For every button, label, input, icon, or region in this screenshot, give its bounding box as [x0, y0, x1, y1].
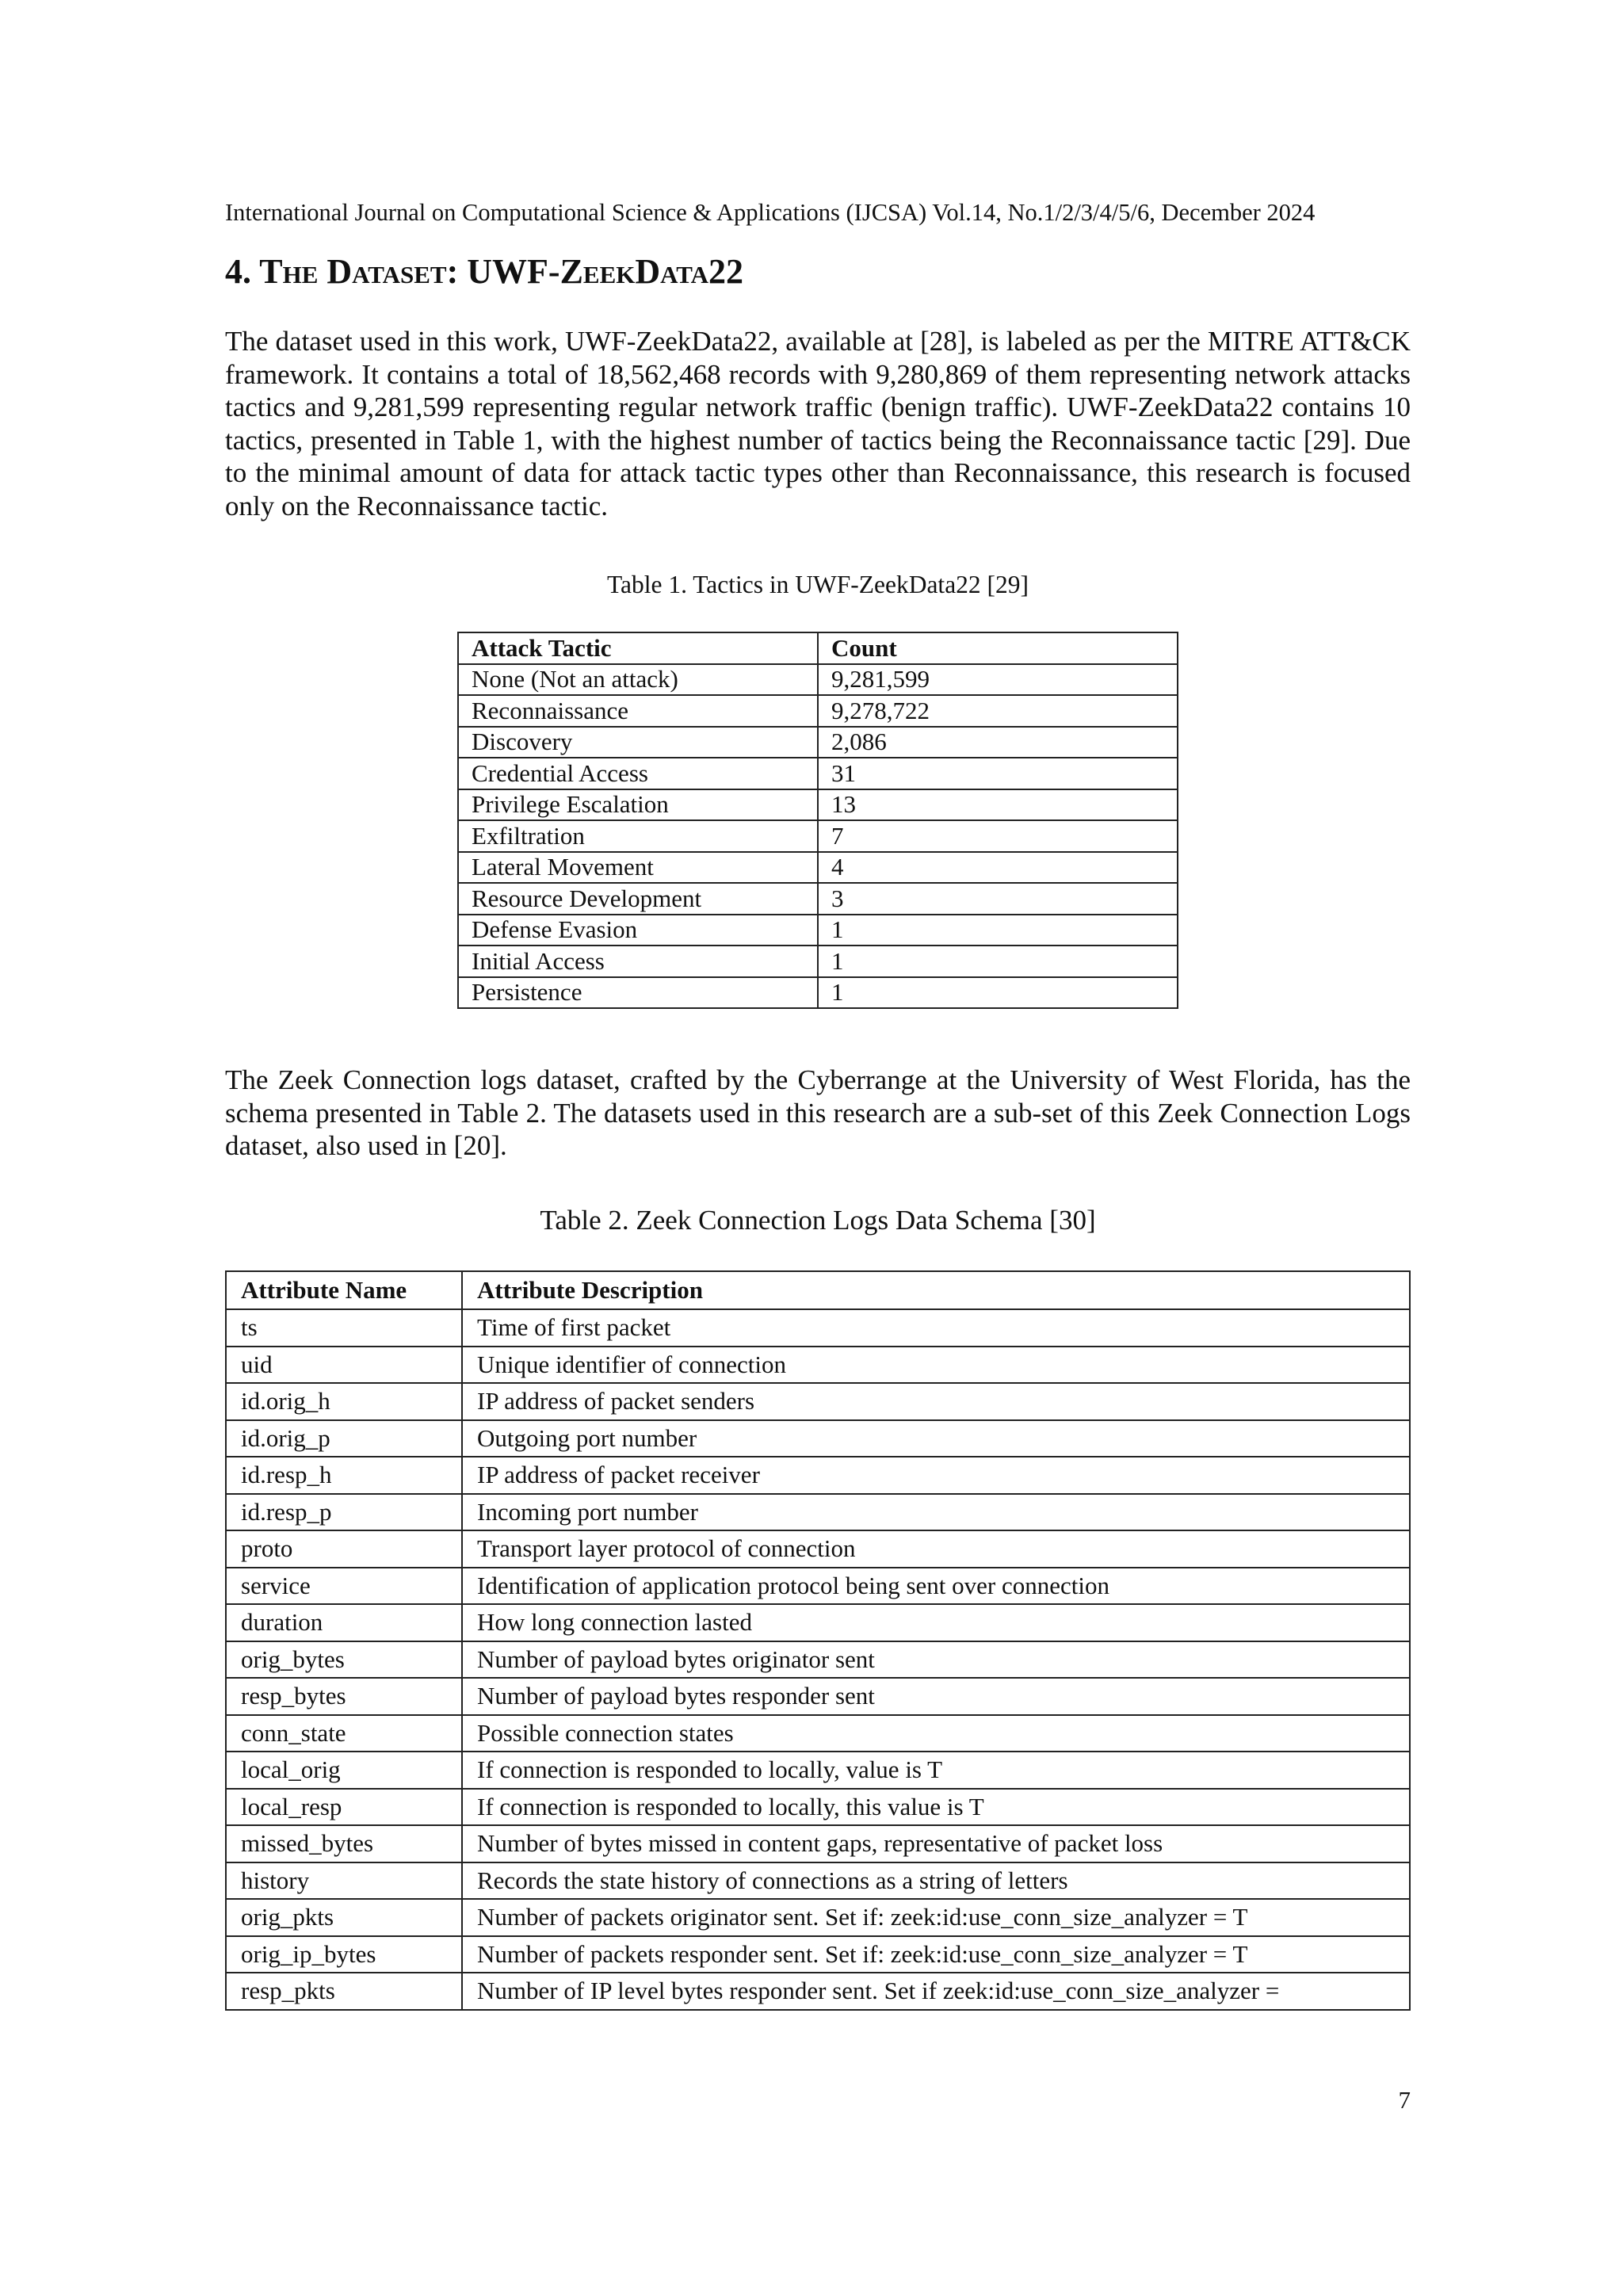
- attribute-name-cell: missed_bytes: [226, 1825, 462, 1862]
- attribute-description-cell: Number of payload bytes responder sent: [462, 1678, 1410, 1715]
- count-cell: 1: [818, 946, 1178, 977]
- table-row: [458, 915, 1178, 946]
- dataset-paragraph: The dataset used in this work, UWF-ZeekData22, available at [28], is labeled as per the MITRE ATT&CK framework. It contains a total of 18,562,468 records with 9,280,869 of them representing network attacks tactics and 9,281,599 representing regular network traffic (benign traffic). UWF-ZeekData22 contains 10 tactics, presented in Table 1, with the highest number of tactics being the Reconnaissance tactic [29]. Due to the minimal amount of data for attack tactic types other than Reconnaissance, this research is focused only on the Reconnaissance tactic.: [225, 326, 1411, 521]
- table-row: [458, 758, 1178, 789]
- schema-table-body: [226, 1309, 1410, 2010]
- attribute-name-cell: conn_state: [226, 1715, 462, 1752]
- attribute-name-cell: history: [226, 1862, 462, 1900]
- table1-caption: Table 1. Tactics in UWF-ZeekData22 [29]: [606, 571, 1029, 598]
- count-cell: 3: [818, 883, 1178, 915]
- attribute-name-cell: duration: [226, 1604, 462, 1641]
- attribute-name-cell: resp_bytes: [226, 1678, 462, 1715]
- table-row: [226, 1862, 1410, 1900]
- tactics-table-body: [458, 664, 1178, 1009]
- tactic-cell: Persistence: [458, 977, 818, 1009]
- schema-table: [225, 1270, 1411, 2011]
- count-cell: 1: [818, 977, 1178, 1009]
- table-row: [458, 977, 1178, 1009]
- table-row: [226, 1678, 1410, 1715]
- table-row: [226, 1309, 1410, 1347]
- attribute-description-cell: Incoming port number: [462, 1494, 1410, 1531]
- attribute-name-cell: orig_ip_bytes: [226, 1936, 462, 1973]
- count-cell: 7: [818, 820, 1178, 852]
- table-row: [226, 1347, 1410, 1384]
- attribute-name-cell: local_resp: [226, 1789, 462, 1826]
- attribute-description-cell: IP address of packet senders: [462, 1383, 1410, 1420]
- column-header-attack-tactic: Attack Tactic: [458, 632, 818, 664]
- attribute-description-cell: Unique identifier of connection: [462, 1347, 1410, 1384]
- table-row: [226, 1457, 1410, 1494]
- table-row: [226, 1641, 1410, 1679]
- attribute-description-cell: Transport layer protocol of connection: [462, 1530, 1410, 1568]
- attribute-description-cell: Number of packets originator sent. Set if: zeek:id:use_conn_size_analyzer = T: [462, 1899, 1410, 1936]
- attribute-name-cell: id.orig_h: [226, 1383, 462, 1420]
- count-cell: 31: [818, 758, 1178, 789]
- attribute-name-cell: local_orig: [226, 1752, 462, 1789]
- attribute-description-cell: Outgoing port number: [462, 1420, 1410, 1457]
- table-row: [458, 695, 1178, 727]
- count-cell: 9,281,599: [818, 664, 1178, 696]
- attribute-description-cell: IP address of packet receiver: [462, 1457, 1410, 1494]
- schema-paragraph: The Zeek Connection logs dataset, crafted by the Cyberrange at the University of West Florida, has the schema presented in Table 2. The datasets used in this research are a sub-set of this Zeek Connection Logs dataset, also used in [20].: [225, 1064, 1411, 1161]
- tactic-cell: Credential Access: [458, 758, 818, 789]
- table-row: [226, 1789, 1410, 1826]
- table-row: [458, 820, 1178, 852]
- table-row: [458, 789, 1178, 821]
- running-head: International Journal on Computational Science & Applications (IJCSA) Vol.14, No.1/2/3/4/5/6, December 2024: [225, 199, 1316, 226]
- count-cell: 1: [818, 915, 1178, 946]
- page-number: 7: [1398, 2086, 1411, 2114]
- attribute-name-cell: id.resp_p: [226, 1494, 462, 1531]
- table-row: [226, 1936, 1410, 1973]
- tactics-table: [457, 632, 1178, 1009]
- table-row: [458, 852, 1178, 884]
- attribute-description-cell: Number of payload bytes originator sent: [462, 1641, 1410, 1679]
- attribute-name-cell: orig_bytes: [226, 1641, 462, 1679]
- count-cell: 2,086: [818, 727, 1178, 758]
- tactic-cell: Initial Access: [458, 946, 818, 977]
- table-row: [226, 1825, 1410, 1862]
- attribute-description-cell: If connection is responded to locally, value is T: [462, 1752, 1410, 1789]
- attribute-name-cell: id.orig_p: [226, 1420, 462, 1457]
- tactic-cell: Lateral Movement: [458, 852, 818, 884]
- table-row: [226, 1383, 1410, 1420]
- column-header-count: Count: [818, 632, 1178, 664]
- table-row: [226, 1899, 1410, 1936]
- column-header-attribute-name: Attribute Name: [226, 1271, 462, 1309]
- column-header-attribute-description: Attribute Description: [462, 1271, 1410, 1309]
- table-row: [226, 1752, 1410, 1789]
- table2-caption: Table 2. Zeek Connection Logs Data Schema [30]: [540, 1205, 1096, 1236]
- count-cell: 4: [818, 852, 1178, 884]
- table-row: [226, 1568, 1410, 1605]
- attribute-description-cell: Number of packets responder sent. Set if: zeek:id:use_conn_size_analyzer = T: [462, 1936, 1410, 1973]
- table-row: [458, 883, 1178, 915]
- attribute-description-cell: Time of first packet: [462, 1309, 1410, 1347]
- table-row: [458, 664, 1178, 696]
- count-cell: 9,278,722: [818, 695, 1178, 727]
- count-cell: 13: [818, 789, 1178, 821]
- section-number: 4.: [225, 252, 251, 291]
- attribute-name-cell: resp_pkts: [226, 1973, 462, 2010]
- attribute-description-cell: Number of bytes missed in content gaps, representative of packet loss: [462, 1825, 1410, 1862]
- attribute-description-cell: If connection is responded to locally, this value is T: [462, 1789, 1410, 1826]
- table-header-row: [226, 1271, 1410, 1309]
- attribute-name-cell: id.resp_h: [226, 1457, 462, 1494]
- table-row: [226, 1973, 1410, 2010]
- attribute-description-cell: Identification of application protocol being sent over connection: [462, 1568, 1410, 1605]
- table-row: [226, 1494, 1410, 1531]
- attribute-name-cell: uid: [226, 1347, 462, 1384]
- table-header-row: [458, 632, 1178, 664]
- attribute-name-cell: ts: [226, 1309, 462, 1347]
- table-row: [226, 1715, 1410, 1752]
- section-heading: 4. THE DATASET: UWF-ZEEKDATA22: [225, 252, 744, 291]
- table-row: [226, 1420, 1410, 1457]
- attribute-description-cell: Possible connection states: [462, 1715, 1410, 1752]
- tactic-cell: Privilege Escalation: [458, 789, 818, 821]
- tactic-cell: Resource Development: [458, 883, 818, 915]
- table-row: [458, 727, 1178, 758]
- attribute-description-cell: How long connection lasted: [462, 1604, 1410, 1641]
- attribute-name-cell: service: [226, 1568, 462, 1605]
- tactic-cell: None (Not an attack): [458, 664, 818, 696]
- table-row: [226, 1530, 1410, 1568]
- table-row: [458, 946, 1178, 977]
- attribute-description-cell: Number of IP level bytes responder sent. Set if zeek:id:use_conn_size_analyzer =: [462, 1973, 1410, 2010]
- table-row: [226, 1604, 1410, 1641]
- tactic-cell: Reconnaissance: [458, 695, 818, 727]
- tactic-cell: Exfiltration: [458, 820, 818, 852]
- attribute-name-cell: orig_pkts: [226, 1899, 462, 1936]
- attribute-description-cell: Records the state history of connections as a string of letters: [462, 1862, 1410, 1900]
- tactic-cell: Defense Evasion: [458, 915, 818, 946]
- tactic-cell: Discovery: [458, 727, 818, 758]
- attribute-name-cell: proto: [226, 1530, 462, 1568]
